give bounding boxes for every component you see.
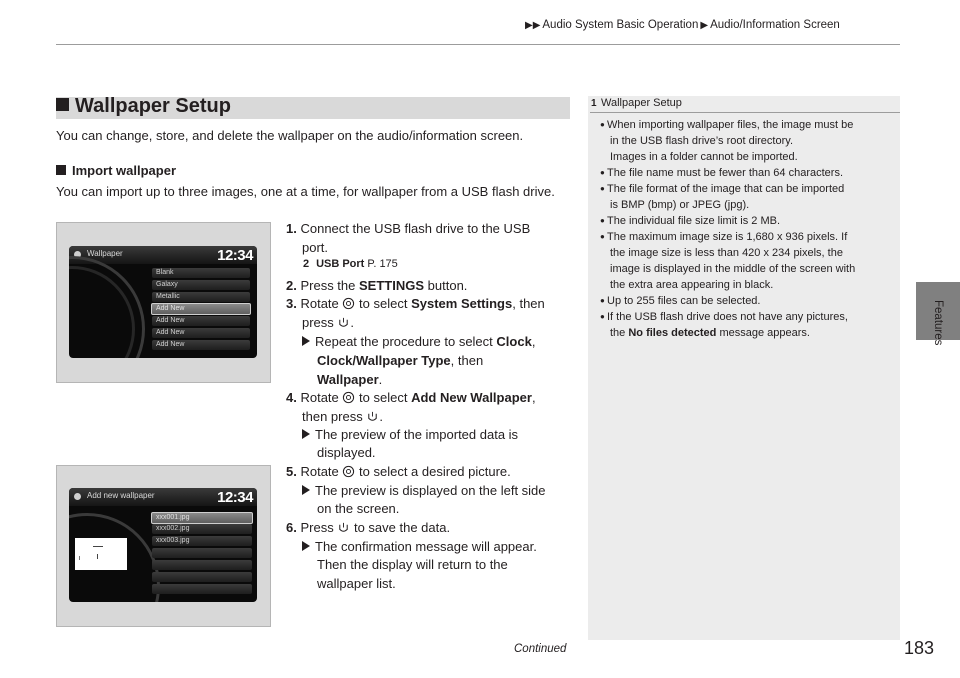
step-1: 1. Connect the USB flash drive to the USB	[286, 221, 531, 236]
press-dial-icon	[366, 410, 379, 423]
press-dial-icon	[337, 316, 350, 329]
result-arrow-icon	[302, 541, 310, 551]
result-arrow-icon	[302, 485, 310, 495]
screen-title: Add new wallpaper	[87, 491, 155, 500]
file-item-empty[interactable]	[152, 572, 252, 582]
note-line: Images in a folder cannot be imported.	[610, 151, 798, 163]
intro-text: You can change, store, and delete the wallpaper on the audio/information screen.	[56, 128, 524, 143]
note-item: ● The maximum image size is 1,680 x 936 pixels. If	[600, 231, 848, 243]
rotate-dial-icon	[342, 391, 355, 404]
cross-reference[interactable]: 2 USB Port P. 175	[303, 258, 398, 270]
file-item[interactable]: xxx003.jpg	[152, 536, 252, 546]
screen-clock: 12:34	[217, 247, 253, 264]
sidebar-divider	[590, 112, 900, 113]
note-item: ● If the USB flash drive does not have any pictures,	[600, 311, 848, 323]
screen-clock: 12:34	[217, 489, 253, 506]
result-arrow-icon	[302, 336, 310, 346]
step-3-note-cont: Clock/Wallpaper Type, then	[317, 353, 484, 368]
step-4-cont: then press .	[302, 409, 383, 424]
step-3: 3. Rotate to select System Settings, then	[286, 296, 545, 311]
rotate-dial-icon	[342, 297, 355, 310]
square-bullet-icon	[56, 165, 66, 175]
reference-icon: 2	[303, 258, 310, 270]
note-line: the extra area appearing in black.	[610, 279, 774, 291]
sub-intro-text: You can import up to three images, one at a time, for wallpaper from a USB flash drive.	[56, 184, 555, 199]
screen-title: Wallpaper	[87, 249, 123, 258]
page-number: 183	[904, 638, 935, 658]
step-3-note-cont: Wallpaper.	[317, 372, 383, 387]
breadcrumb-arrow-icon: ▶▶	[525, 20, 541, 31]
menu-item-add-new-selected[interactable]: Add New	[151, 303, 251, 315]
step-1-cont: port.	[302, 240, 329, 255]
step-3-cont: press .	[302, 315, 355, 330]
note-line: in the USB flash drive’s root directory.	[610, 135, 794, 147]
screen-wallpaper	[69, 246, 257, 358]
screenshot-add-new-wallpaper-frame	[56, 465, 271, 627]
menu-item-add-new[interactable]: Add New	[152, 328, 250, 338]
bullet-icon: ●	[600, 296, 605, 305]
file-item-empty[interactable]	[152, 584, 252, 594]
note-item: ● The file name must be fewer than 64 characters.	[600, 167, 844, 179]
step-4: 4. Rotate to select Add New Wallpaper,	[286, 390, 536, 405]
file-item-empty[interactable]	[152, 548, 252, 558]
menu-item-add-new[interactable]: Add New	[152, 316, 250, 326]
preview-mark	[79, 556, 80, 560]
step-4-note-cont: displayed.	[317, 445, 376, 460]
menu-item-galaxy[interactable]: Galaxy	[152, 280, 250, 290]
note-item: ● Up to 255 files can be selected.	[600, 295, 761, 307]
note-item: ● The individual file size limit is 2 MB.	[600, 215, 781, 227]
note-line: the image size is less than 420 x 234 pixels, the	[610, 247, 843, 259]
section-title: Wallpaper Setup	[56, 95, 231, 118]
step-5: 5. Rotate to select a desired picture.	[286, 464, 511, 479]
breadcrumb-item: Audio/Information Screen	[710, 19, 840, 31]
step-2: 2. Press the SETTINGS button.	[286, 278, 468, 293]
file-item[interactable]: xxx002.jpg	[152, 524, 252, 534]
step-6-note: The confirmation message will appear.	[302, 537, 537, 556]
breadcrumb-arrow-icon: ▶	[700, 20, 709, 31]
menu-item-blank[interactable]: Blank	[152, 268, 250, 278]
subheading: Import wallpaper	[56, 163, 176, 178]
note-line: is BMP (bmp) or JPEG (jpg).	[610, 199, 750, 211]
step-6-note-cont: Then the display will return to the	[317, 557, 508, 572]
screen-add-new-wallpaper	[69, 488, 257, 602]
note-line: image is displayed in the middle of the screen with	[610, 263, 856, 275]
note-item: ● The file format of the image that can be imported	[600, 183, 845, 195]
preview-mark	[93, 546, 103, 547]
reference-icon: 1	[591, 98, 597, 109]
square-bullet-icon	[56, 98, 69, 111]
bullet-icon: ●	[600, 312, 605, 321]
sidebar-notes	[600, 117, 896, 341]
file-item-selected[interactable]: xxx001.jpg	[151, 512, 253, 524]
screen-header	[69, 488, 257, 506]
result-arrow-icon	[302, 429, 310, 439]
menu-item-add-new[interactable]: Add New	[152, 340, 250, 350]
bullet-icon: ●	[600, 232, 605, 241]
bullet-icon: ●	[600, 120, 605, 129]
side-tab-label: Features	[932, 300, 944, 346]
header-divider	[56, 44, 900, 45]
note-line: the No files detected message appears.	[610, 327, 810, 339]
step-6: 6. Press to save the data.	[286, 520, 451, 535]
breadcrumb-item: Audio System Basic Operation	[542, 19, 699, 31]
menu-item-metallic[interactable]: Metallic	[152, 292, 250, 302]
step-5-note-cont: on the screen.	[317, 501, 400, 516]
back-icon[interactable]	[74, 493, 81, 500]
note-item: ● When importing wallpaper files, the image must be	[600, 119, 854, 131]
sidebar-heading: 1 Wallpaper Setup	[591, 97, 682, 109]
step-6-note-cont: wallpaper list.	[317, 576, 396, 591]
rotate-dial-icon	[342, 465, 355, 478]
bullet-icon: ●	[600, 216, 605, 225]
press-dial-icon	[337, 521, 350, 534]
continued-label: Continued	[514, 643, 567, 655]
step-3-note: Repeat the procedure to select Clock,	[302, 332, 535, 351]
step-5-note: The preview is displayed on the left side	[302, 481, 546, 500]
screenshot-wallpaper-frame	[56, 222, 271, 383]
breadcrumb	[523, 19, 840, 31]
file-item-empty[interactable]	[152, 560, 252, 570]
step-4-note: The preview of the imported data is	[302, 425, 518, 444]
wallpaper-preview-image	[75, 538, 127, 570]
bullet-icon: ●	[600, 184, 605, 193]
bullet-icon: ●	[600, 168, 605, 177]
preview-mark	[97, 554, 98, 559]
